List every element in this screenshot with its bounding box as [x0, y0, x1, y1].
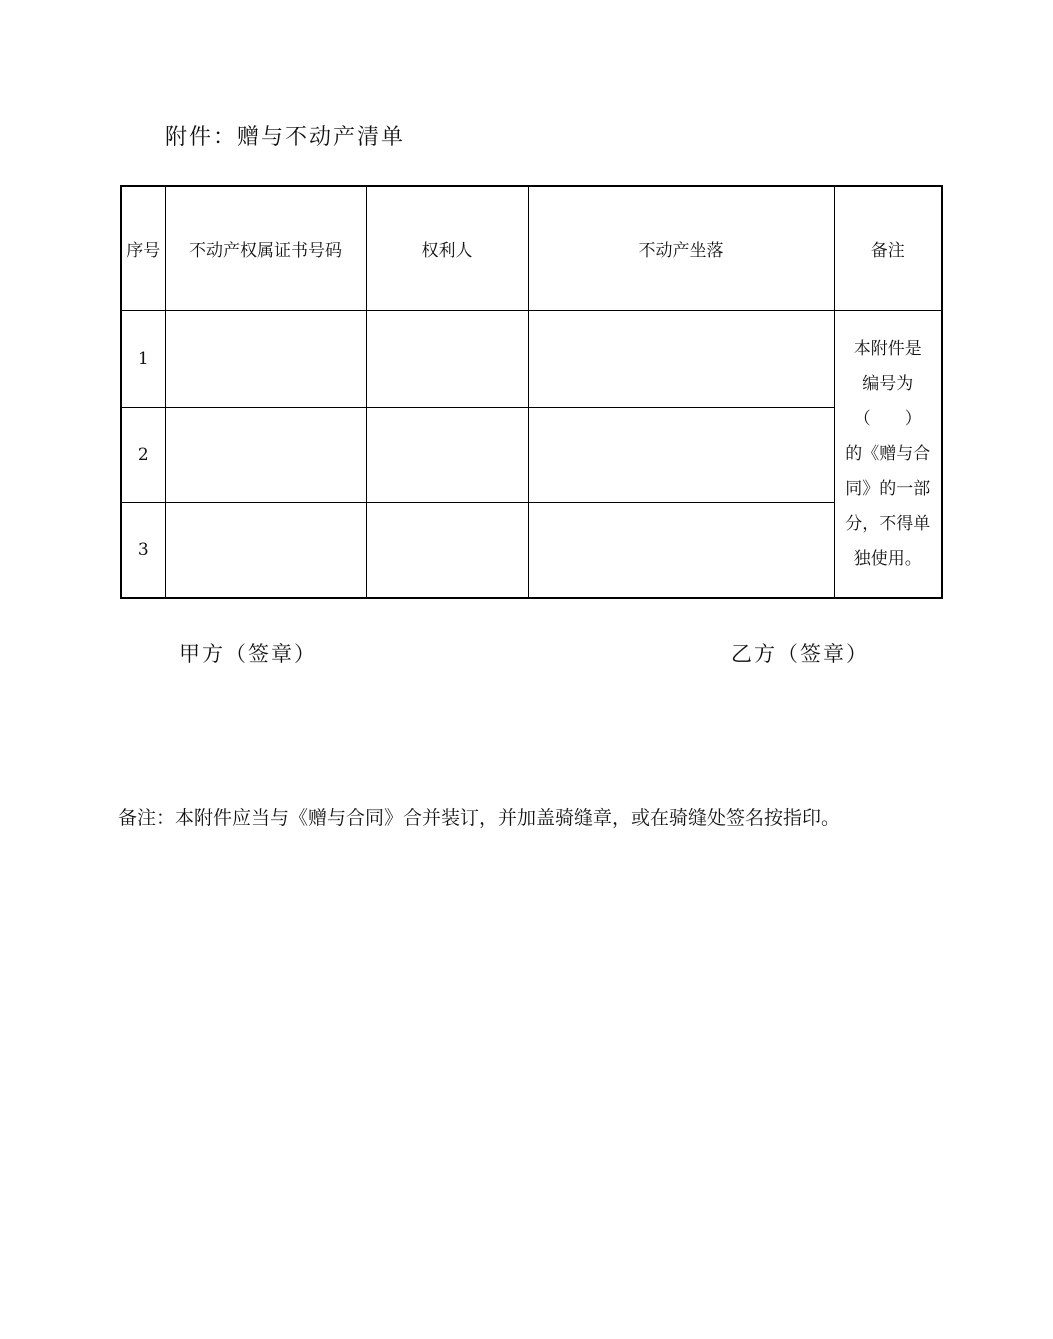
cell-right-holder[interactable] [366, 311, 528, 408]
remark-line: 编号为 [862, 373, 914, 394]
table-header-row [121, 186, 942, 311]
real-estate-list-table [120, 185, 943, 599]
party-b-signature-label: 乙方（签章） [731, 642, 869, 666]
cell-certificate-number[interactable] [165, 311, 366, 408]
cell-location[interactable] [528, 311, 834, 408]
remark-line: 本附件是 [853, 338, 922, 359]
remark-line: 同》的一部 [845, 478, 931, 499]
attachment-title: 附件：赠与不动产清单 [165, 125, 406, 150]
table-row [121, 311, 942, 408]
cell-right-holder[interactable] [366, 503, 528, 599]
party-a-signature-label: 甲方（签章） [179, 642, 317, 666]
cell-location[interactable] [528, 503, 834, 599]
cell-right-holder[interactable] [366, 408, 528, 503]
header-remark: 备注 [834, 186, 942, 311]
footnote: 备注：本附件应当与《赠与合同》合并装订，并加盖骑缝章，或在骑缝处签名按指印。 [118, 807, 841, 829]
cell-location[interactable] [528, 408, 834, 503]
header-seq: 序号 [121, 186, 165, 311]
remark-line: （ ） [853, 408, 922, 429]
table-row [121, 503, 942, 599]
cell-seq: 2 [121, 408, 165, 503]
cell-seq: 1 [121, 311, 165, 408]
cell-certificate-number[interactable] [165, 408, 366, 503]
cell-seq: 3 [121, 503, 165, 599]
header-location: 不动产坐落 [528, 186, 834, 311]
cell-certificate-number[interactable] [165, 503, 366, 599]
remark-cell [834, 311, 942, 599]
remark-line: 分，不得单 [845, 513, 931, 534]
header-right-holder: 权利人 [366, 186, 528, 311]
remark-line: 独使用。 [853, 548, 922, 569]
table-row [121, 408, 942, 503]
header-certificate-number: 不动产权属证书号码 [165, 186, 366, 311]
remark-line: 的《赠与合 [845, 443, 931, 464]
